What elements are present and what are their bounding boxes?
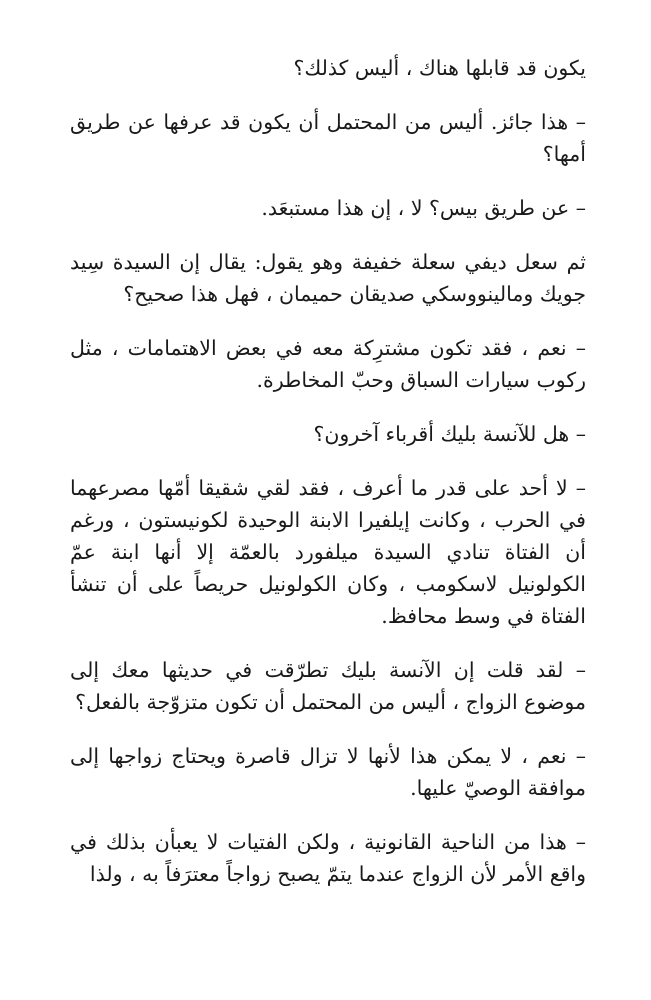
paragraph-1: يكون قد قابلها هناك ، أليس كذلك؟ <box>293 56 586 80</box>
paragraph-8: – لقد قلت إن الآنسة بليك تطرّقت في حديثها معك إلى موضوع الزواج ، أليس من المحتمل أن تكون متزوّجة بالفعل؟ <box>70 658 586 714</box>
paragraph-10: – هذا من الناحية القانونية ، ولكن الفتيات لا يعبأن بذلك في واقع الأمر لأن الزواج عندما يتمّ يصبح زواجاً معترَفاً به ، ولذا <box>70 830 586 886</box>
paragraph-7: – لا أحد على قدر ما أعرف ، فقد لقي شقيقا أمّها مصرعهما في الحرب ، وكانت إيلفيرا الابنة الوحيدة لكونيستون ، ورغم أن الفتاة تنادي السيدة ميلفورد بالعمّة إلا أنها ابنة عمّ الكولونيل لاسكومب ، وكان الكولونيل حريصاً على أن تنشأ الفتاة في وسط محافظ. <box>70 476 586 628</box>
paragraph-6: – هل للآنسة بليك أقرباء آخرون؟ <box>313 422 586 446</box>
paragraph-3: – عن طريق بيس؟ لا ، إن هذا مستبعَد. <box>261 196 586 220</box>
book-page <box>70 52 586 912</box>
paragraph-2: – هذا جائز. أليس من المحتمل أن يكون قد عرفها عن طريق أمها؟ <box>70 110 586 166</box>
paragraph-4: ثم سعل ديفي سعلة خفيفة وهو يقول: يقال إن السيدة سِيد جويك ومالينووسكي صديقان حميمان ، فهل هذا صحيح؟ <box>70 250 586 306</box>
paragraph-5: – نعم ، فقد تكون مشترِكة معه في بعض الاهتمامات ، مثل ركوب سيارات السباق وحبّ المخاطرة. <box>70 336 586 392</box>
paragraph-9: – نعم ، لا يمكن هذا لأنها لا تزال قاصرة ويحتاج زواجها إلى موافقة الوصيّ عليها. <box>70 744 586 800</box>
